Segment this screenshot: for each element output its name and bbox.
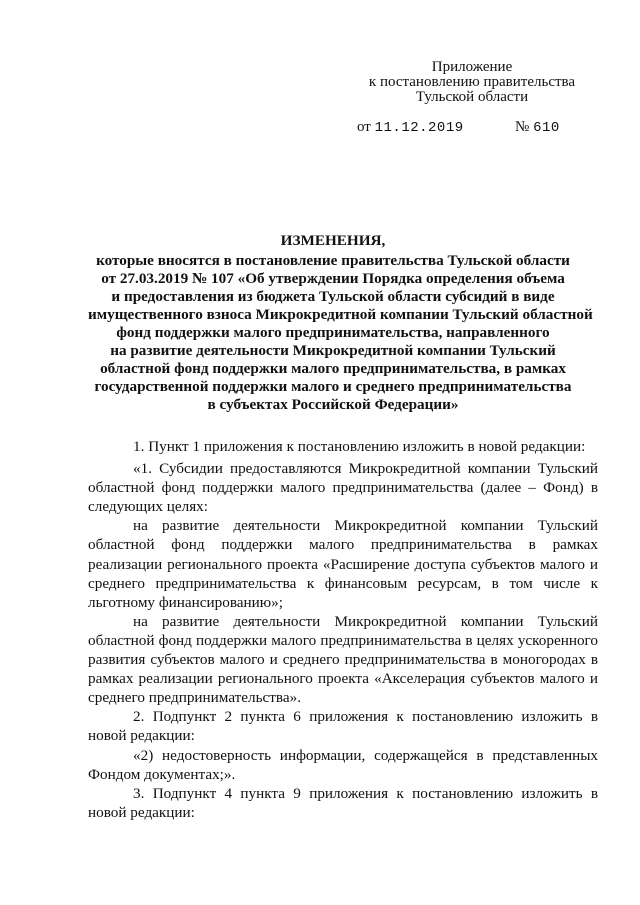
paragraph: «2) недостоверность информации, содержащейся в представленных Фондом документах;». bbox=[88, 746, 598, 783]
title-line: имущественного взноса Микрокредитной компании Тульский областной bbox=[88, 306, 593, 323]
appendix-header bbox=[352, 60, 592, 105]
title-line: областной фонд поддержки малого предпринимательства, в рамках bbox=[100, 360, 566, 377]
title-line: государственной поддержки малого и среднего предпринимательства bbox=[94, 378, 572, 395]
title-line: от 27.03.2019 № 107 «Об утверждении Порядка определения объема bbox=[101, 270, 565, 287]
document-number bbox=[515, 119, 560, 136]
document-title bbox=[88, 232, 593, 414]
paragraph: на развитие деятельности Микрокредитной компании Тульский областной фонд поддержки малого предпринимательства в целях ускоренного развития субъектов малого и среднего предпринимательства в моногородах в рамках реализации регионального проекта «Акселерация субъектов малого и среднего предпринимательства». bbox=[88, 612, 598, 707]
paragraph: 2. Подпункт 2 пункта 6 приложения к постановлению изложить в новой редакции: bbox=[88, 708, 598, 745]
appendix-line-1: Приложение bbox=[431, 59, 513, 75]
appendix-line-2: к постановлению правительства bbox=[368, 74, 576, 90]
paragraph: 1. Пункт 1 приложения к постановлению изложить в новой редакции: bbox=[133, 438, 586, 455]
title-line: фонд поддержки малого предпринимательства, направленного bbox=[116, 324, 550, 341]
date-number-line bbox=[357, 119, 560, 136]
title-line: которые вносятся в постановление правительства Тульской области bbox=[96, 252, 570, 269]
date-value: 11.12.2019 bbox=[374, 120, 464, 136]
title-heading: ИЗМЕНЕНИЯ, bbox=[280, 232, 386, 249]
title-line: на развитие деятельности Микрокредитной компании Тульский bbox=[110, 342, 556, 359]
paragraph: «1. Субсидии предоставляются Микрокредитной компании Тульский областной фонд поддержки малого предпринимательства (далее – Фонд) в следующих целях: bbox=[88, 460, 598, 516]
title-line: в субъектах Российской Федерации» bbox=[207, 396, 459, 413]
title-line: и предоставления из бюджета Тульской области субсидий в виде bbox=[111, 288, 555, 305]
paragraph: 3. Подпункт 4 пункта 9 приложения к постановлению изложить в новой редакции: bbox=[88, 784, 598, 821]
paragraph: на развитие деятельности Микрокредитной компании Тульский областной фонд поддержки малого предпринимательства в рамках реализации регионального проекта «Расширение доступа субъектов малого и среднего предпринимательства к финансовым ресурсам, в том числе к льготному финансированию»; bbox=[88, 517, 598, 611]
appendix-line-3: Тульской области bbox=[415, 89, 529, 105]
number-value: 610 bbox=[533, 120, 560, 136]
number-sign: № bbox=[515, 119, 530, 135]
document-body bbox=[88, 437, 598, 822]
date-prefix: от bbox=[357, 119, 371, 135]
